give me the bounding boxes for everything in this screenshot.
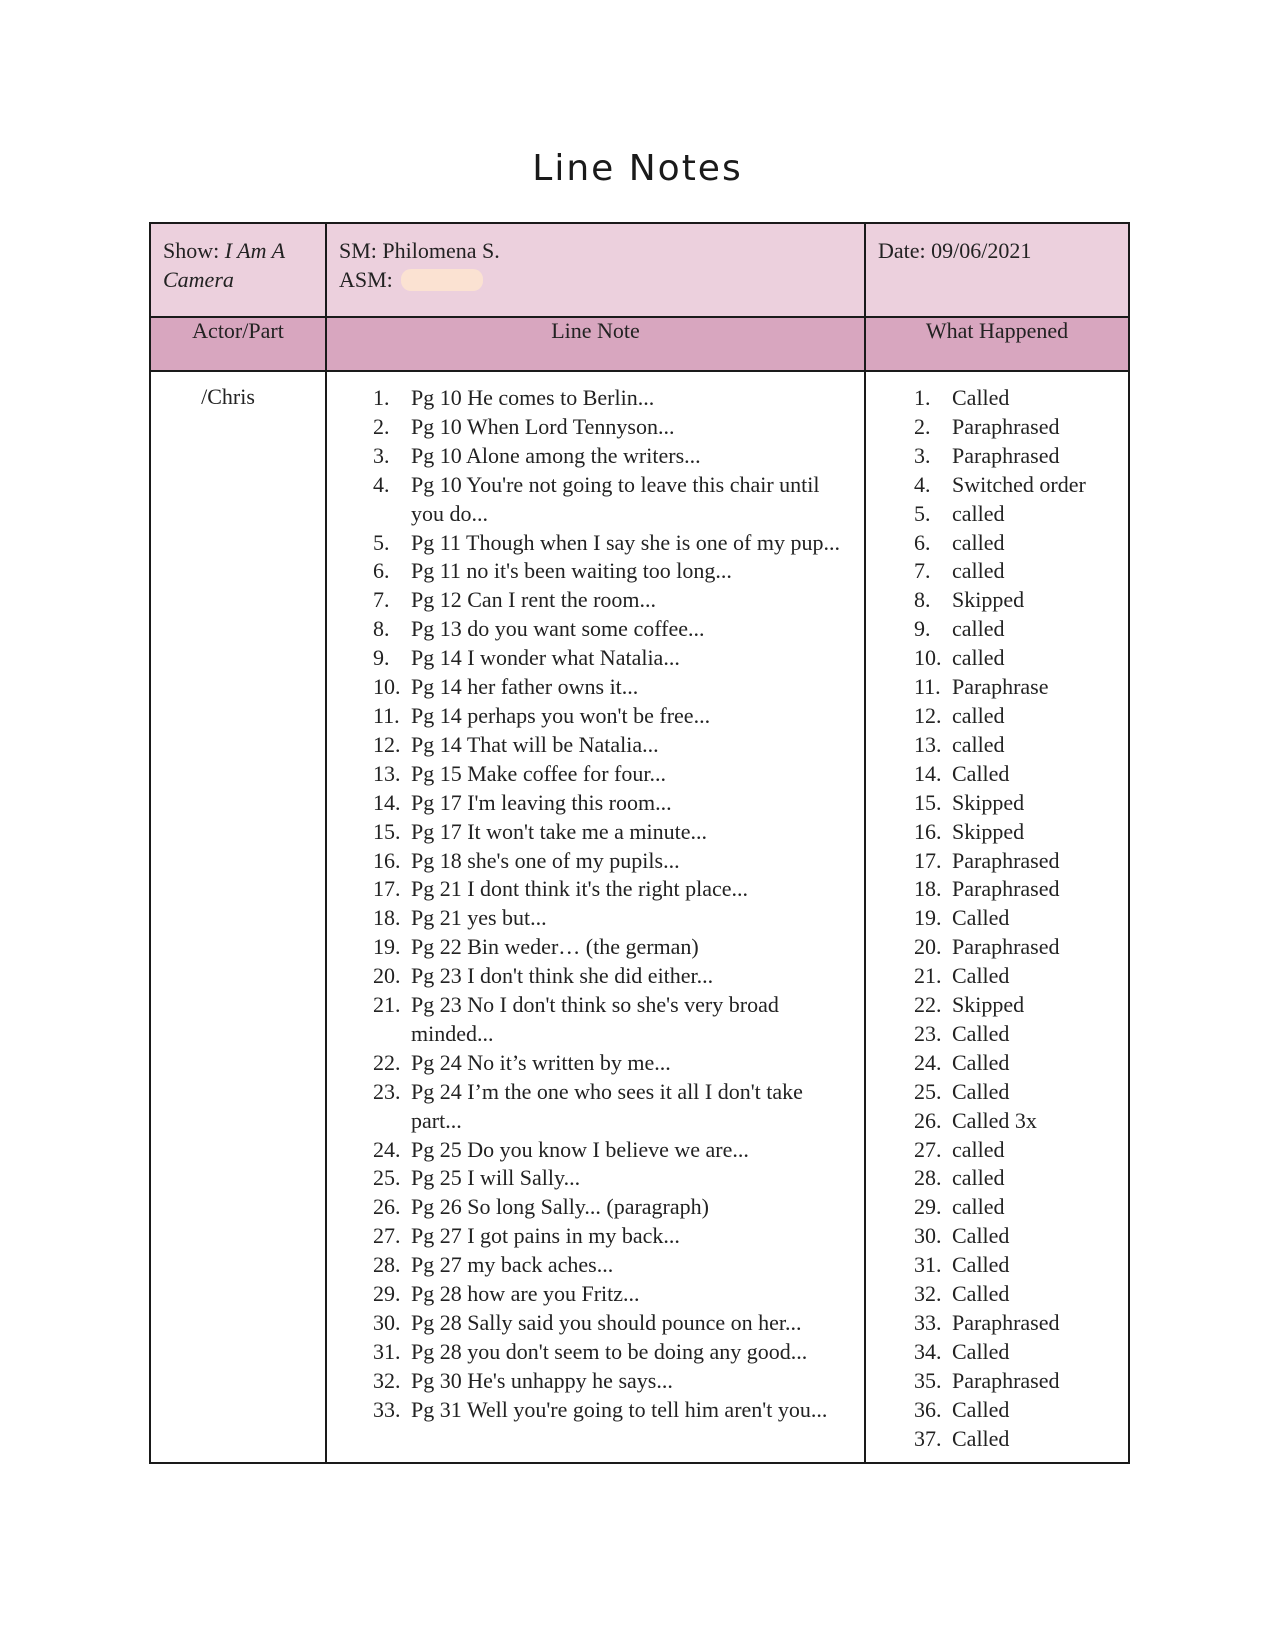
show-title: I Am A Camera xyxy=(163,238,285,292)
what-happened-item: 36. Called xyxy=(914,1396,1010,1422)
what-happened-item: 24. Called xyxy=(914,1049,1010,1075)
what-happened-item: 18. Paraphrased xyxy=(914,876,1060,902)
line-note-item: 27. Pg 27 I got pains in my back... xyxy=(373,1223,680,1249)
line-note-item: 9. Pg 14 I wonder what Natalia... xyxy=(373,645,680,671)
what-happened-item: 3. Paraphrased xyxy=(914,442,1060,468)
what-happened-item: 34. Called xyxy=(914,1338,1010,1364)
actor-part-header: Actor/Part xyxy=(150,317,326,371)
notes-body-row xyxy=(150,371,1129,1463)
what-happened-item: 30. Called xyxy=(914,1223,1010,1249)
redacted-name xyxy=(401,269,483,291)
what-happened-cell xyxy=(865,371,1129,1463)
date-cell: Date: 09/06/2021 xyxy=(865,223,1129,317)
what-happened-item: 16. Skipped xyxy=(914,818,1025,844)
what-happened-item: 4. Switched order xyxy=(914,471,1086,497)
line-note-item: 13. Pg 15 Make coffee for four... xyxy=(373,760,666,786)
line-note-item: 11. Pg 14 perhaps you won't be free... xyxy=(373,702,711,728)
line-note-item: 10. Pg 14 her father owns it... xyxy=(373,674,639,700)
line-notes-table xyxy=(149,222,1130,1464)
line-note-item: 33. Pg 31 Well you're going to tell him aren't you... xyxy=(373,1396,828,1422)
line-note-item: 8. Pg 13 do you want some coffee... xyxy=(373,616,705,642)
line-note-item: 7. Pg 12 Can I rent the room... xyxy=(373,587,657,613)
what-happened-item: 5. called xyxy=(914,500,1005,526)
line-note-item: 19. Pg 22 Bin weder… (the german) xyxy=(373,934,699,960)
what-happened-item: 37. Called xyxy=(914,1425,1010,1451)
line-note-item: 30. Pg 28 Sally said you should pounce on her... xyxy=(373,1310,802,1335)
what-happened-item: 29. called xyxy=(914,1194,1005,1220)
what-happened-item: 17. Paraphrased xyxy=(914,847,1060,873)
what-happened-item: 35. Paraphrased xyxy=(914,1367,1060,1393)
what-happened-item: 11. Paraphrase xyxy=(914,674,1049,700)
what-happened-item: 32. Called xyxy=(914,1281,1010,1307)
what-happened-item: 28. called xyxy=(914,1165,1005,1191)
what-happened-item: 6. called xyxy=(914,529,1005,555)
line-note-item: 6. Pg 11 no it's been waiting too long... xyxy=(373,558,732,584)
what-happened-item: 23. Called xyxy=(914,1020,1010,1046)
show-label: Show: xyxy=(163,238,220,263)
line-note-item: 14. Pg 17 I'm leaving this room... xyxy=(373,789,672,815)
stage-manager: SM: Philomena S. xyxy=(339,238,500,263)
line-note-item: 25. Pg 25 I will Sally... xyxy=(373,1165,581,1191)
line-note-item: 21. Pg 23 No I don't think so she's very broad minded... xyxy=(373,992,779,1046)
what-happened-item: 9. called xyxy=(914,616,1005,642)
line-note-item: 1. Pg 10 He comes to Berlin... xyxy=(373,385,655,410)
what-happened-item: 8. Skipped xyxy=(914,587,1025,613)
line-note-item: 22. Pg 24 No it’s written by me... xyxy=(373,1049,671,1075)
line-note-item: 20. Pg 23 I don't think she did either... xyxy=(373,963,714,989)
what-happened-item: 10. called xyxy=(914,645,1005,671)
line-note-item: 17. Pg 21 I dont think it's the right place... xyxy=(373,876,748,902)
line-note-list xyxy=(327,384,864,1425)
line-note-item: 3. Pg 10 Alone among the writers... xyxy=(373,442,701,468)
show-cell xyxy=(150,223,326,317)
line-note-item: 23. Pg 24 I’m the one who sees it all I don't take part... xyxy=(373,1078,803,1133)
line-note-item: 15. Pg 17 It won't take me a minute... xyxy=(373,818,708,844)
what-happened-item: 7. called xyxy=(914,558,1005,584)
what-happened-item: 26. Called 3x xyxy=(914,1107,1037,1133)
line-note-cell xyxy=(326,371,865,1463)
what-happened-item: 25. Called xyxy=(914,1078,1010,1104)
what-happened-item: 1. Called xyxy=(914,385,1010,410)
line-note-item: 4. Pg 10 You're not going to leave this chair until you do... xyxy=(373,471,820,526)
what-happened-item: 13. called xyxy=(914,731,1005,757)
line-note-item: 24. Pg 25 Do you know I believe we are... xyxy=(373,1136,749,1162)
what-happened-item: 33. Paraphrased xyxy=(914,1310,1060,1335)
line-note-item: 31. Pg 28 you don't seem to be doing any good... xyxy=(373,1338,808,1364)
what-happened-item: 19. Called xyxy=(914,905,1010,931)
what-happened-list xyxy=(866,384,1128,1454)
what-happened-item: 2. Paraphrased xyxy=(914,413,1060,439)
line-note-item: 29. Pg 28 how are you Fritz... xyxy=(373,1281,640,1307)
what-happened-item: 27. called xyxy=(914,1136,1005,1162)
what-happened-item: 22. Skipped xyxy=(914,992,1025,1018)
line-note-item: 32. Pg 30 He's unhappy he says... xyxy=(373,1367,673,1393)
what-happened-header: What Happened xyxy=(865,317,1129,371)
line-note-item: 28. Pg 27 my back aches... xyxy=(373,1252,614,1278)
line-note-item: 18. Pg 21 yes but... xyxy=(373,905,547,931)
line-note-item: 16. Pg 18 she's one of my pupils... xyxy=(373,847,680,873)
what-happened-item: 20. Paraphrased xyxy=(914,934,1060,960)
line-note-item: 5. Pg 11 Though when I say she is one of my pup... xyxy=(373,529,840,555)
what-happened-item: 14. Called xyxy=(914,760,1010,786)
what-happened-item: 12. called xyxy=(914,702,1005,728)
line-note-item: 12. Pg 14 That will be Natalia... xyxy=(373,731,659,757)
what-happened-item: 31. Called xyxy=(914,1252,1010,1278)
line-note-item: 26. Pg 26 So long Sally... (paragraph) xyxy=(373,1194,709,1220)
line-note-header: Line Note xyxy=(326,317,865,371)
show-info-row xyxy=(150,223,1129,317)
sm-cell xyxy=(326,223,865,317)
actor-name: /Chris xyxy=(150,371,326,1463)
assistant-stage-manager: ASM: xyxy=(339,267,393,292)
what-happened-item: 15. Skipped xyxy=(914,789,1025,815)
page-title: Line Notes xyxy=(532,148,743,189)
line-note-item: 2. Pg 10 When Lord Tennyson... xyxy=(373,413,675,439)
what-happened-item: 21. Called xyxy=(914,963,1010,989)
column-header-row xyxy=(150,317,1129,371)
